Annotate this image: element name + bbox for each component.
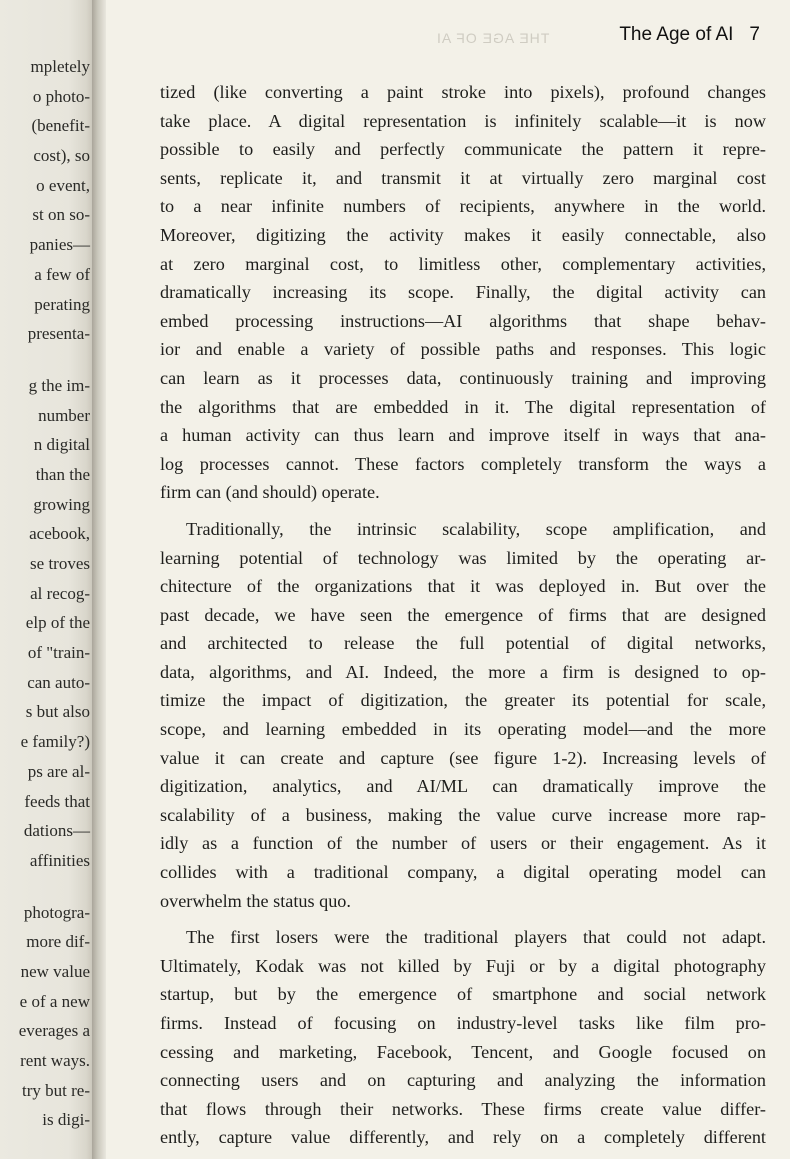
text-line: that flows through their networks. These firms create value differ- [160, 1098, 766, 1119]
text-line: overwhelm the status quo. [160, 890, 351, 911]
text-line: startup, but by the emergence of smartphone and social network [160, 984, 766, 1005]
left-page-line: st on so- [32, 205, 90, 225]
left-page-line: a few of [34, 264, 90, 284]
paragraph [160, 515, 766, 915]
left-page-line: mpletely [30, 57, 90, 76]
text-line: possible to easily and perfectly communicate the pattern it repre- [160, 139, 766, 160]
left-page-line: everages a [18, 1021, 90, 1041]
text-line: value it can create and capture (see figure 1-2). Increasing levels of [160, 747, 766, 768]
text-line: Traditionally, the intrinsic scalability, scope amplification, and [186, 518, 766, 539]
left-page-line: perating [34, 294, 90, 314]
left-page [0, 0, 98, 1159]
paragraph [160, 923, 766, 1152]
text-line: connecting users and on capturing and analyzing the information [160, 1070, 766, 1091]
running-title: The Age of AI [619, 24, 734, 45]
page-number: 7 [749, 24, 760, 45]
left-page-line: presenta- [27, 324, 90, 344]
text-line: chitecture of the organizations that it was deployed in. But over the [160, 576, 766, 597]
left-page-line: new value [20, 961, 90, 981]
book-gutter [92, 0, 106, 1159]
text-line: Ultimately, Kodak was not killed by Fuji or by a digital photography [160, 955, 766, 976]
left-page-text [19, 52, 90, 1135]
text-line: take place. A digital representation is infinitely scalable—it is now [160, 110, 766, 131]
left-page-line [19, 349, 90, 371]
text-line: sents, replicate it, and transmit it at virtually zero marginal cost [160, 167, 766, 188]
text-line: The first losers were the traditional players that could not adapt. [186, 927, 766, 948]
text-line: scope, and learning embedded in its operating model—and the more [160, 719, 766, 740]
left-page-line: is digi- [42, 1110, 90, 1130]
text-line: scalability of a business, making the value curve increase more rap- [160, 804, 766, 825]
left-page-line: o photo- [32, 86, 90, 106]
left-page-line: of "train- [27, 643, 90, 663]
left-page-line: photogra- [23, 902, 90, 922]
text-line: firms. Instead of focusing on industry-level tasks like film pro- [160, 1013, 766, 1033]
text-line: digitization, analytics, and AI/ML can dramatically improve the [160, 776, 766, 797]
text-line: tized (like converting a paint stroke into pixels), profound changes [160, 82, 766, 102]
left-page-line: e family?) [20, 732, 90, 752]
text-line: a human activity can thus learn and improve itself in ways that ana- [160, 425, 766, 446]
bleed-through-text: THE AGE OF AI [436, 30, 550, 46]
left-page-line: than the [35, 464, 90, 484]
left-page-line: feeds that [24, 791, 90, 811]
paragraph [160, 78, 766, 507]
text-line: ently, capture value differently, and rely on a completely different [160, 1127, 766, 1148]
text-line: ior and enable a variety of possible paths and responses. This logic [160, 339, 766, 360]
left-page-line: o event, [36, 175, 90, 195]
left-page-line: acebook, [29, 524, 90, 544]
left-page-line: dations— [23, 821, 90, 841]
text-line: collides with a traditional company, a digital operating model can [160, 862, 766, 883]
left-page-line: al recog- [30, 583, 90, 603]
left-page-line: more dif- [26, 932, 90, 952]
left-page-line: g the im- [28, 375, 90, 395]
text-line: timize the impact of digitization, the greater its potential for scale, [160, 690, 766, 711]
text-line: learning potential of technology was limited by the operating ar- [160, 547, 766, 568]
left-page-line: can auto- [27, 672, 90, 692]
text-line: idly as a function of the number of users or their engagement. As it [160, 833, 766, 854]
text-line: cessing and marketing, Facebook, Tencent, and Google focused on [160, 1041, 766, 1062]
text-line: to a near infinite numbers of recipients, anywhere in the world. [160, 196, 766, 217]
running-header [619, 24, 760, 46]
left-page-line: s but also [25, 702, 90, 722]
left-page-line: se troves [30, 554, 90, 573]
text-line: dramatically increasing its scope. Finally, the digital activity can [160, 282, 766, 303]
left-page-line: affinities [29, 850, 90, 870]
text-line: the algorithms that are embedded in it. The digital representation of [160, 396, 766, 417]
text-line: firm can (and should) operate. [160, 482, 380, 503]
left-page-line: number [38, 405, 90, 425]
right-page [106, 0, 790, 1159]
text-line: past decade, we have seen the emergence of firms that are designed [160, 604, 766, 625]
left-page-line: try but re- [22, 1080, 90, 1100]
left-page-line: panies— [29, 235, 90, 255]
text-line: log processes cannot. These factors completely transform the ways a [160, 453, 766, 474]
left-page-line: e of a new [19, 991, 90, 1011]
text-line: and architected to release the full potential of digital networks, [160, 633, 766, 654]
text-line: embed processing instructions—AI algorithms that shape behav- [160, 310, 766, 331]
left-page-line: (benefit- [31, 116, 90, 136]
left-page-line: cost), so [33, 146, 90, 166]
body-text [160, 78, 766, 1152]
left-page-line: rent ways. [20, 1051, 90, 1070]
left-page-line: growing [33, 494, 90, 514]
text-line: at zero marginal cost, to limitless other, complementary activities, [160, 253, 766, 274]
left-page-line: elp of the [25, 613, 90, 633]
text-line: Moreover, digitizing the activity makes it easily connectable, also [160, 224, 766, 245]
left-page-line: ps are al- [27, 761, 90, 781]
text-line: data, algorithms, and AI. Indeed, the more a firm is designed to op- [160, 661, 766, 682]
left-page-line: n digital [33, 435, 90, 455]
text-line: can learn as it processes data, continuously training and improving [160, 367, 766, 388]
left-page-line [19, 876, 90, 898]
